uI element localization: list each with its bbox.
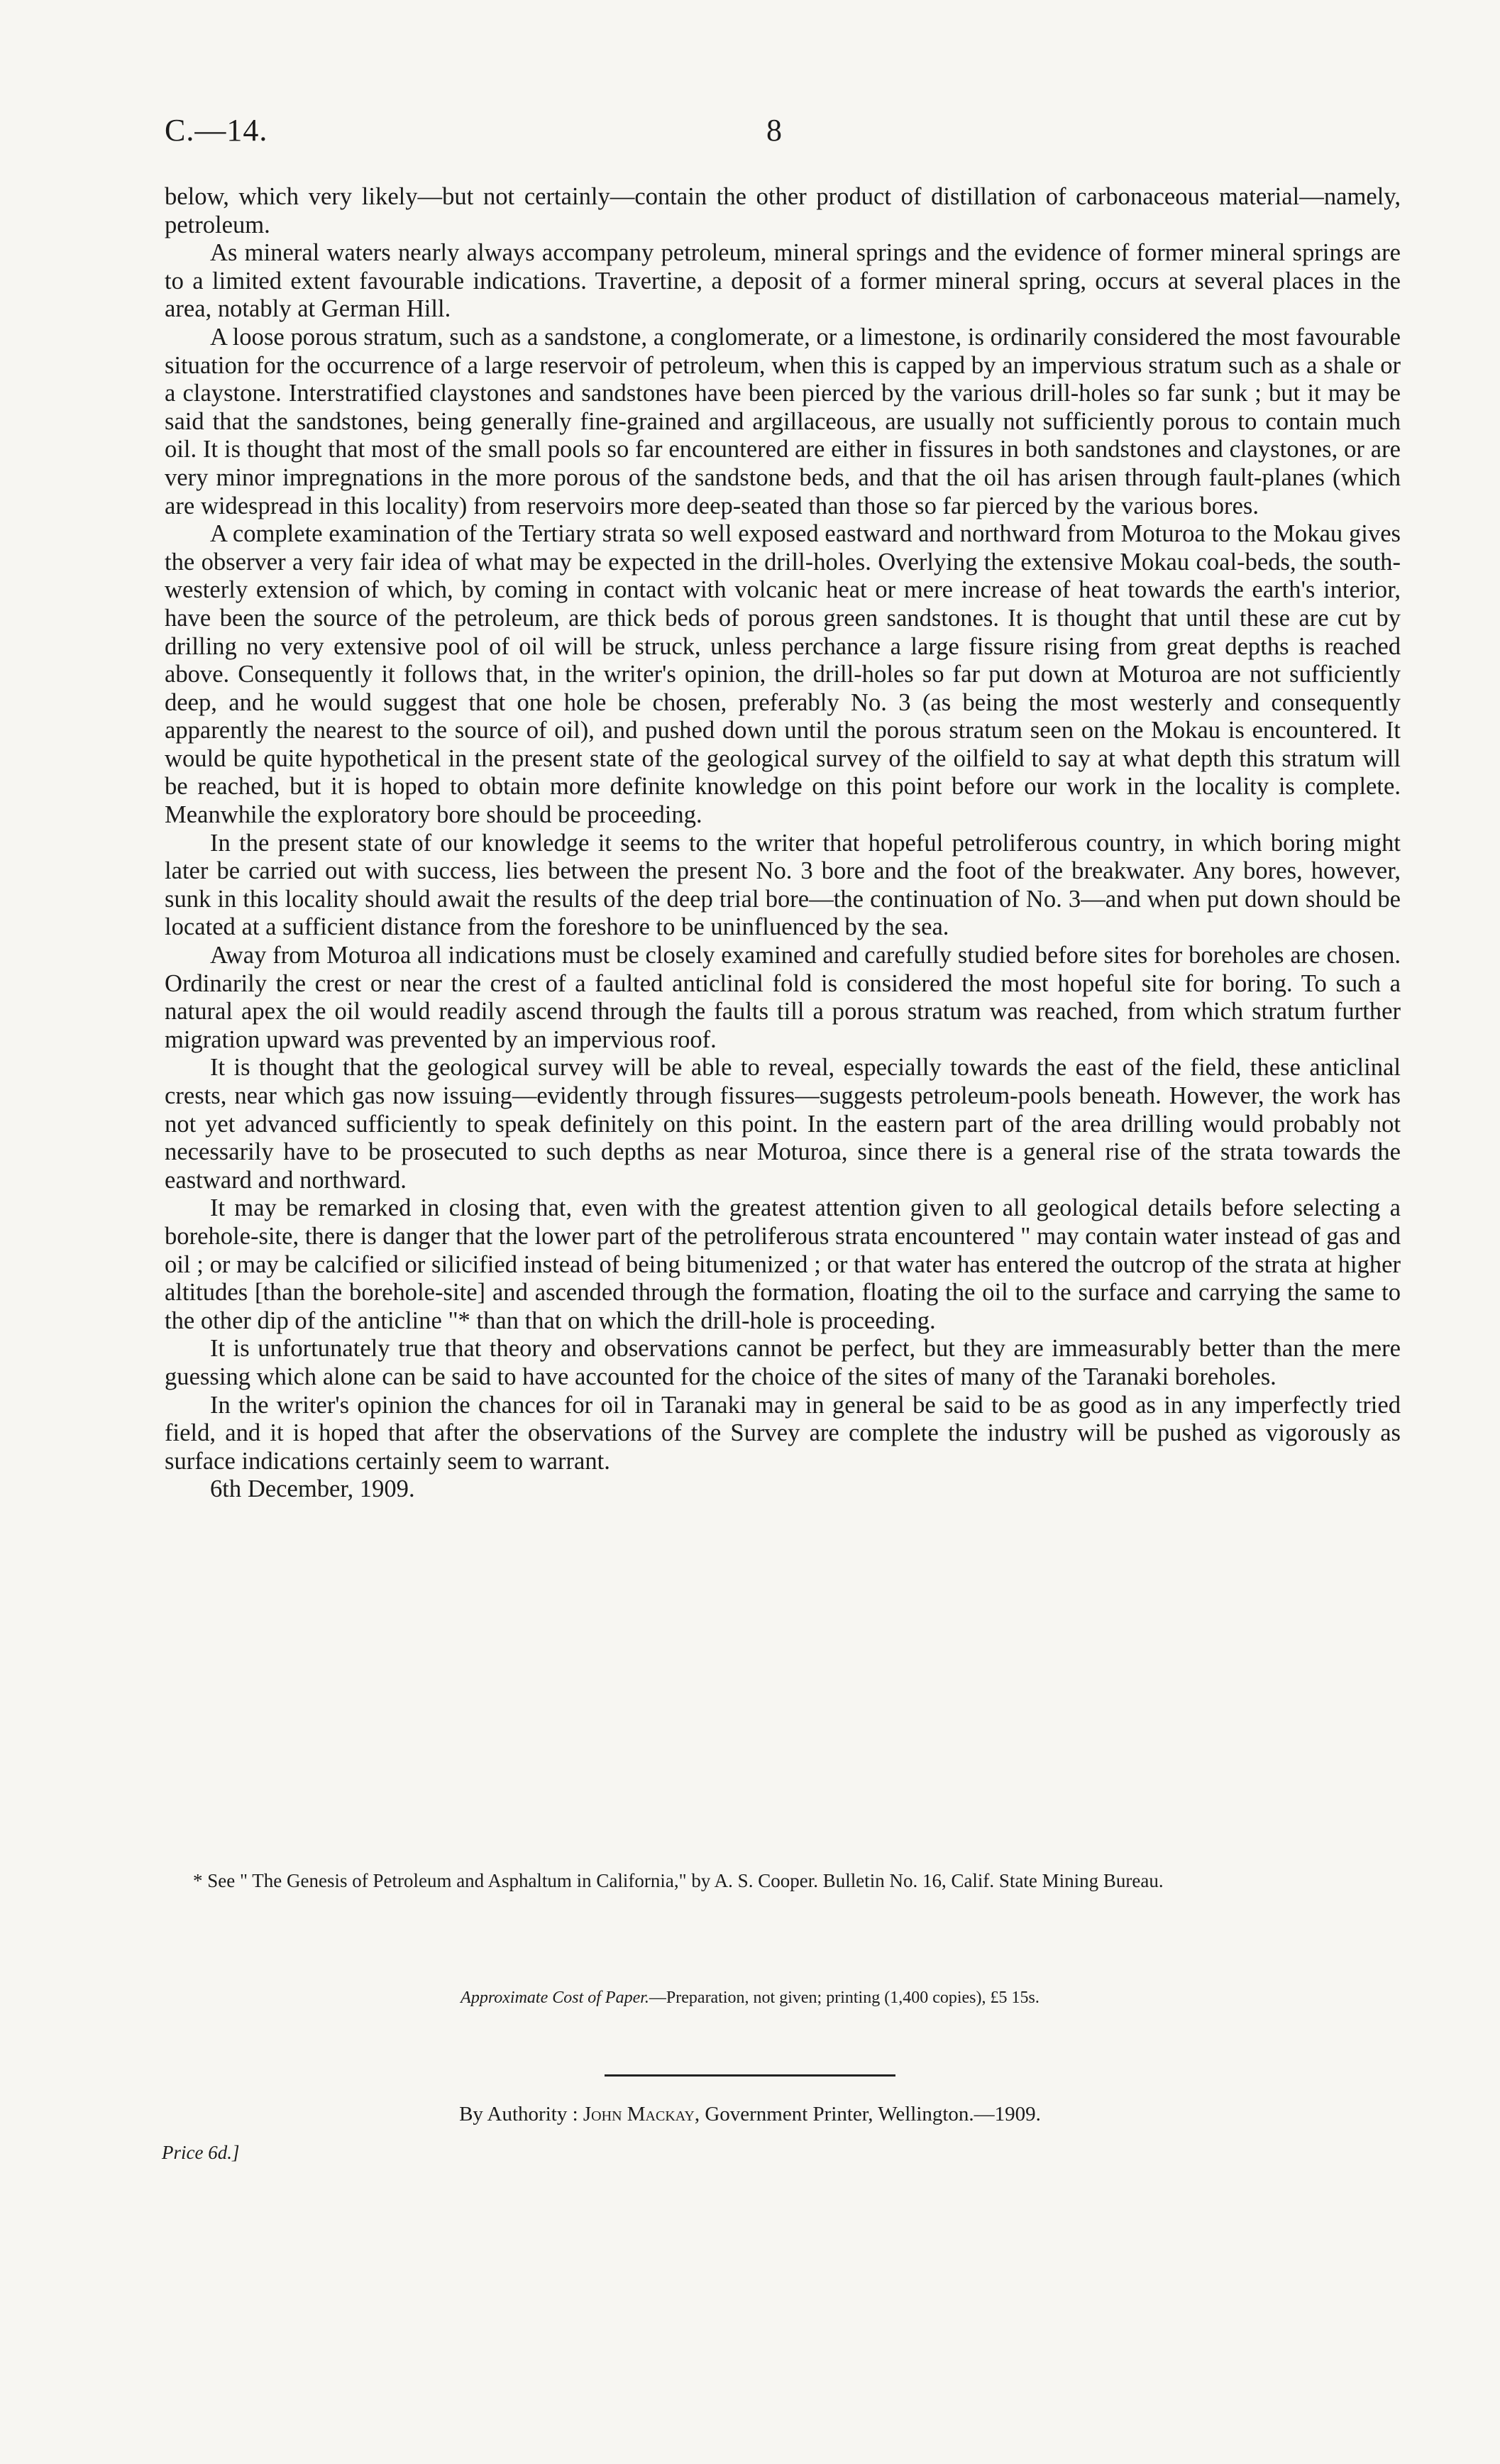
paragraph: Away from Moturoa all indications must be closely examined and carefully studied before sites for boreholes are chosen. Ordinarily the crest or near the crest of a faulted anticlinal fold is considered the most hopeful site for boring. To such a natural apex the oil would readily ascend through the faults till a porous stratum was reached, from which stratum further migration upward was prevented by an impervious roof. — [165, 942, 1401, 1053]
paragraph: It may be remarked in closing that, even with the greatest attention given to all geological details before selecting a borehole-site, there is danger that the lower part of the petroliferous strata encountered " may contain water instead of gas and oil ; or may be calcified or silicified instead of being bitumenized ; or that water has entered the outcrop of the strata at higher altitudes [than the borehole-site] and ascended through the formation, floating the oil to the surface and carrying the same to the other dip of the anticline "* than that on which the drill-hole is proceeding. — [165, 1194, 1401, 1334]
signature-date: 6th December, 1909. — [210, 1475, 415, 1503]
paragraph: In the present state of our knowledge it seems to the writer that hopeful petroliferous country, in which boring might later be carried out with success, lies between the present No. 3 bore and the foot of the breakwater. Any bores, however, sunk in this locality should await the results of the deep trial bore—the continuation of No. 3—and when put down should be located at a sufficient distance from the foreshore to be uninfluenced by the sea. — [165, 829, 1401, 941]
footnote: * See " The Genesis of Petroleum and Asphaltum in California," by A. S. Cooper. Bulletin No. 16, Calif. State Mining Bureau. — [193, 1870, 1164, 1891]
price: Price 6d.] — [162, 2142, 240, 2163]
paragraph: A complete examination of the Tertiary strata so well exposed eastward and northward from Moturoa to the Mokau gives the observer a very fair idea of what may be expected in the drill-holes. Overlying the extensive Mokau coal-beds, the south-westerly extension of which, by coming in contact with volcanic heat or mere increase of heat towards the earth's interior, have been the source of the petroleum, are thick beds of porous green sandstones. It is thought that until these are cut by drilling no very extensive pool of oil will be struck, unless perchance a large fissure rising from great depths is reached above. Consequently it follows that, in the writer's opinion, the drill-holes so far put down at Moturoa are not sufficiently deep, and he would suggest that one hole be chosen, preferably No. 3 (as being the most westerly and consequently apparently the nearest to the source of oil), and pushed down until the porous stratum seen on the Mokau is encountered. It would be quite hypothetical in the present state of the geological survey of the oilfield to say at what depth this stratum will be reached, but it is hoped to obtain more definite knowledge on this point before our work in the locality is complete. Meanwhile the exploratory bore should be proceeding. — [165, 520, 1401, 829]
document-reference: C.—14. — [165, 113, 268, 148]
divider-rule — [605, 2074, 895, 2077]
cost-text: —Preparation, not given; printing (1,400 copies), £5 15s. — [649, 1989, 1039, 2007]
body-text — [165, 183, 1401, 1504]
paragraph: It is unfortunately true that theory and observations cannot be perfect, but they are immeasurably better than the mere guessing which alone can be said to have accounted for the choice of the sites of many of the Taranaki boreholes. — [165, 1335, 1401, 1390]
paragraph: In the writer's opinion the chances for oil in Taranaki may in general be said to be as good as in any imperfectly tried field, and it is hoped that after the observations of the Survey are complete the industry will be pushed as vigorously as surface indications certainly seem to warrant. — [165, 1391, 1401, 1475]
imprint-suffix: , Government Printer, Wellington.—1909. — [694, 2103, 1041, 2125]
cost-label: Approximate Cost of Paper. — [461, 1989, 649, 2007]
paragraph: As mineral waters nearly always accompany petroleum, mineral springs and the evidence of former mineral springs are to a limited extent favourable indications. Travertine, a deposit of a former mineral spring, occurs at several places in the area, notably at German Hill. — [165, 239, 1401, 323]
paragraph: below, which very likely—but not certainly—contain the other product of distillation of carbonaceous material—namely, petroleum. — [165, 183, 1401, 238]
paragraph: It is thought that the geological survey will be able to reveal, especially towards the east of the field, these anticlinal crests, near which gas now issuing—evidently through fissures—suggests petroleum-pools beneath. However, the work has not yet advanced sufficiently to speak definitely on this point. In the eastern part of the area drilling would probably not necessarily have to be prosecuted to such depths as near Moturoa, since there is a general rise of the strata towards the eastward and northward. — [165, 1054, 1401, 1194]
printer-name: John Mackay — [583, 2103, 695, 2125]
printer-imprint — [0, 2103, 1500, 2126]
page-number: 8 — [766, 113, 782, 148]
imprint-prefix: By Authority : — [459, 2103, 583, 2125]
cost-of-paper — [0, 1989, 1500, 2008]
paragraph: A loose porous stratum, such as a sandstone, a conglomerate, or a limestone, is ordinarily considered the most favourable situation for the occurrence of a large reservoir of petroleum, when this is capped by an impervious stratum such as a shale or a claystone. Interstratified claystones and sandstones have been pierced by the various drill-holes so far sunk ; but it may be said that the sandstones, being generally fine-grained and argillaceous, are usually not sufficiently porous to contain much oil. It is thought that most of the small pools so far encountered are either in fissures in both sandstones and claystones, or are very minor impregnations in the more porous of the sandstone beds, and that the oil has arisen through fault-planes (which are widespread in this locality) from reservoirs more deep-seated than those so far pierced by the various bores. — [165, 323, 1401, 519]
